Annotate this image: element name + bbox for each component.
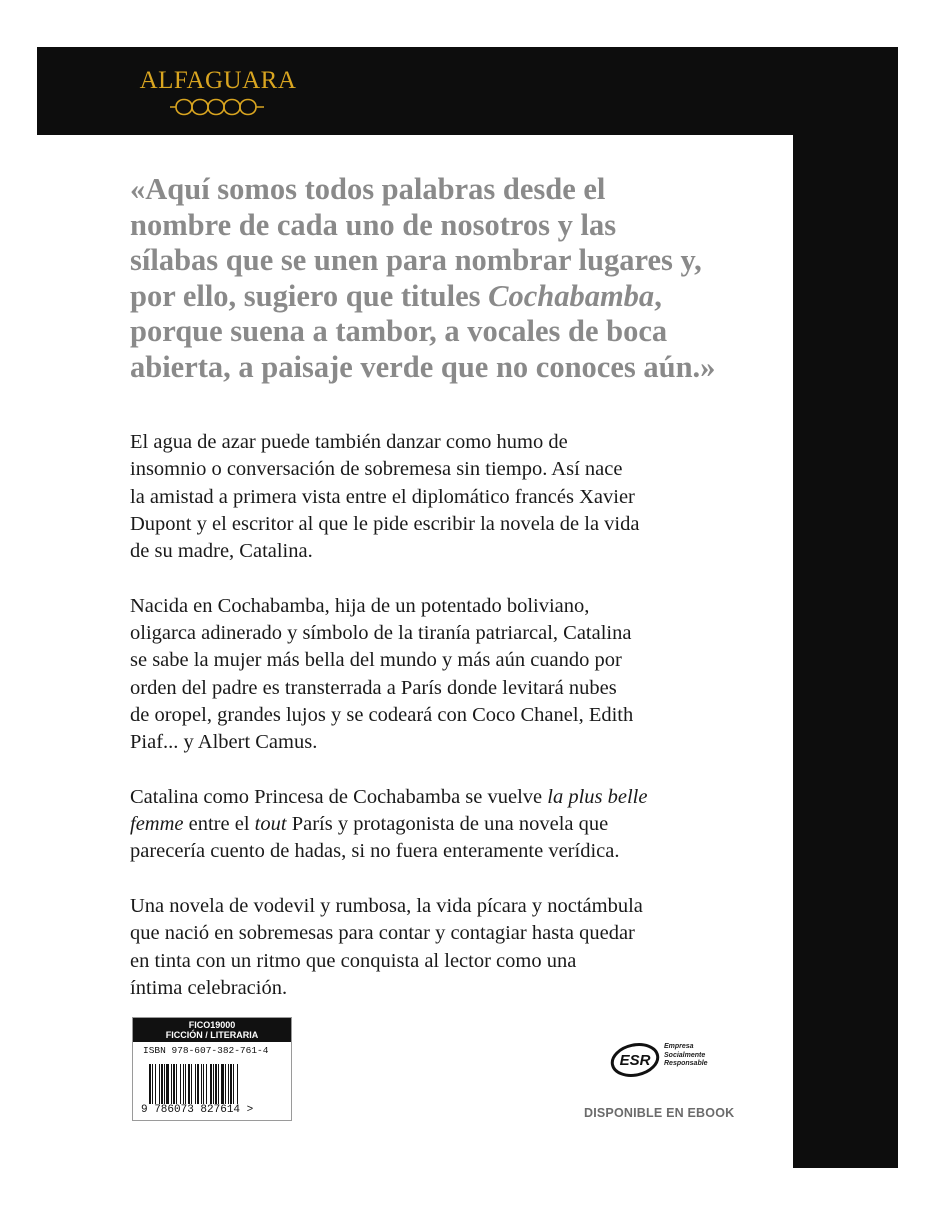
- synopsis: [130, 429, 750, 1030]
- barcode-bar: [228, 1064, 229, 1104]
- barcode-header: [133, 1018, 291, 1042]
- barcode-bar: [197, 1064, 199, 1104]
- barcode-bar: [203, 1064, 204, 1104]
- publisher-name: ALFAGUARA: [139, 67, 297, 94]
- barcode-bar: [164, 1064, 165, 1104]
- quote-line: abierta, a paisaje verde que no conoces aún.»: [130, 349, 716, 384]
- text-line: Una novela de vodevil y rumbosa, la vida pícara y noctámbula: [130, 895, 643, 918]
- quote-line: «Aquí somos todos palabras desde el: [130, 172, 606, 206]
- epigraph-quote: [130, 172, 770, 385]
- paragraph-2: [130, 593, 750, 757]
- text-run: entre el: [183, 813, 255, 836]
- barcode-bar: [161, 1064, 163, 1104]
- quote-line: sílabas que se unen para nombrar lugares y,: [130, 243, 702, 277]
- esr-badge-icon: [609, 1040, 661, 1080]
- quote-title-italic: Cochabamba: [488, 278, 655, 313]
- logo-flourish-icon: [168, 94, 268, 120]
- barcode-bar: [159, 1064, 160, 1104]
- quote-line: nombre de cada uno de nosotros y las: [130, 207, 617, 242]
- svg-text:ESR: ESR: [619, 1052, 651, 1069]
- esr-logo: [609, 1040, 719, 1080]
- barcode-bar: [173, 1064, 175, 1104]
- barcode-bar: [149, 1064, 151, 1104]
- barcode-bar: [213, 1064, 214, 1104]
- classification-code: FICO19000: [188, 1020, 236, 1030]
- barcode-bar: [221, 1064, 224, 1104]
- barcode-bar: [225, 1064, 226, 1104]
- text-line: de oropel, grandes lujos y se codeará con Coco Chanel, Edith: [130, 703, 634, 726]
- text-run: París y protagonista de una novela que: [286, 813, 609, 836]
- barcode-bar: [210, 1064, 212, 1104]
- text-line: orden del padre es transterrada a París donde levitará nubes: [130, 676, 617, 699]
- text-line: Piaf... y Albert Camus.: [130, 731, 318, 754]
- barcode-number: 9 786073 827614 >: [141, 1104, 254, 1116]
- barcode-bar: [237, 1064, 238, 1104]
- text-line: insomnio o conversación de sobremesa sin tiempo. Así nace: [130, 458, 623, 481]
- text-italic: tout: [254, 813, 287, 836]
- barcode-bar: [171, 1064, 172, 1104]
- barcode-bar: [188, 1064, 190, 1104]
- ebook-availability: DISPONIBLE EN EBOOK: [584, 1106, 735, 1120]
- text-line: íntima celebración.: [130, 976, 288, 999]
- barcode-bar: [176, 1064, 177, 1104]
- barcode-bar: [206, 1064, 207, 1104]
- text-line: [130, 811, 750, 838]
- quote-text: ,: [654, 278, 662, 313]
- esr-caption: [664, 1043, 708, 1069]
- barcode-bar: [201, 1064, 202, 1104]
- quote-line: porque suena a tambor, a vocales de boca: [130, 314, 668, 348]
- barcode-bar: [155, 1064, 156, 1104]
- text-line: que nació en sobremesas para contar y contagiar hasta quedar: [130, 922, 635, 945]
- barcode-bar: [180, 1064, 181, 1104]
- text-line: la amistad a primera vista entre el diplomático francés Xavier: [130, 485, 635, 508]
- text-line: Dupont y el escritor al que le pide escribir la novela de la vida: [130, 512, 640, 535]
- paragraph-1: [130, 429, 750, 565]
- barcode-bar: [166, 1064, 169, 1104]
- barcode-bar: [218, 1064, 219, 1104]
- barcode-bar: [195, 1064, 196, 1104]
- barcode-bar: [185, 1064, 186, 1104]
- text-italic: la plus belle: [547, 785, 648, 808]
- quote-text: por ello, sugiero que titules: [130, 278, 489, 313]
- text-line: parecería cuento de hadas, si no fuera enteramente verídica.: [130, 840, 620, 863]
- text-line: de su madre, Catalina.: [130, 540, 313, 563]
- barcode-bar: [183, 1064, 184, 1104]
- text-run: Catalina como Princesa de Cochabamba se vuelve: [130, 785, 548, 808]
- barcode-bar: [215, 1064, 217, 1104]
- isbn-barcode-label: [132, 1017, 292, 1121]
- right-black-band: [793, 47, 898, 1168]
- text-line: en tinta con un ritmo que conquista al lector como una: [130, 949, 577, 972]
- text-line: El agua de azar puede también danzar como humo de: [130, 431, 568, 453]
- text-italic: femme: [130, 813, 184, 836]
- barcode-bar: [230, 1064, 232, 1104]
- text-line: Nacida en Cochabamba, hija de un potentado boliviano,: [130, 594, 590, 617]
- barcode-bar: [152, 1064, 153, 1104]
- paragraph-4: [130, 893, 750, 1002]
- barcode-icon: [149, 1064, 277, 1104]
- esr-caption-line: Responsable: [664, 1060, 708, 1067]
- text-line: se sabe la mujer más bella del mundo y más aún cuando por: [130, 649, 622, 672]
- barcode-bar: [233, 1064, 234, 1104]
- classification-category: FICCIÓN / LITERARIA: [165, 1030, 259, 1040]
- publisher-logo: [128, 66, 308, 122]
- isbn-text: ISBN 978-607-382-761-4: [143, 1045, 269, 1056]
- esr-caption-line: Empresa: [664, 1043, 694, 1050]
- esr-caption-line: Socialmente: [664, 1051, 706, 1059]
- paragraph-3: [130, 784, 750, 866]
- barcode-bar: [191, 1064, 192, 1104]
- text-line: oligarca adinerado y símbolo de la tiranía patriarcal, Catalina: [130, 622, 632, 645]
- quote-line: [130, 279, 770, 315]
- text-line: [130, 784, 750, 811]
